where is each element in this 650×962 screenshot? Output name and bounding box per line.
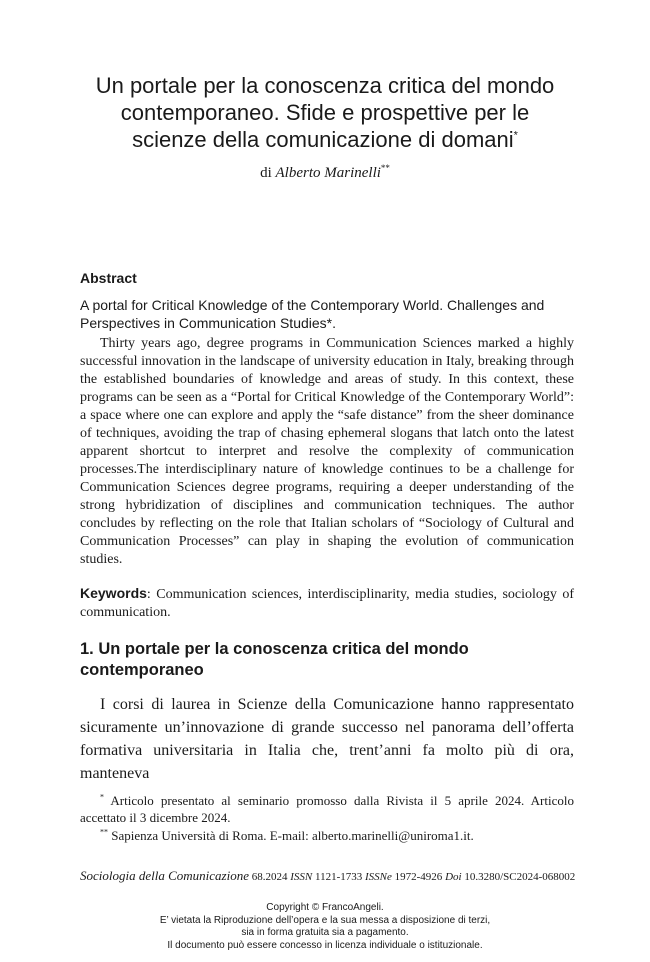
issn-value: 1121-1733 <box>314 871 363 883</box>
copyright-line-2: E’ vietata la Riproduzione dell’opera e la sua messa a disposizione di terzi, <box>159 914 491 926</box>
journal-name: Sociologia della Comunicazione <box>80 868 249 883</box>
keywords <box>80 584 574 622</box>
doi-label: Doi <box>445 871 462 883</box>
footnote-2-mark: ** <box>100 827 108 837</box>
abstract-heading: Abstract <box>80 270 137 286</box>
title-line-3 <box>60 126 590 153</box>
copyright-notice <box>0 902 650 952</box>
copyright-line-1: Copyright © FrancoAngeli. <box>266 902 384 913</box>
footnote-1 <box>80 792 574 826</box>
issn-label: ISSN <box>290 871 313 883</box>
footnote-2 <box>80 827 574 844</box>
author-name: Alberto Marinelli <box>275 165 381 181</box>
byline-prefix: di <box>260 165 272 181</box>
keywords-label: Keywords <box>80 585 147 601</box>
abstract-subtitle: A portal for Critical Knowledge of the Contemporary World. Challenges and Perspectives in Communication Studies*. <box>80 297 545 331</box>
journal-line <box>80 868 575 884</box>
title-footnote-mark: * <box>513 129 518 142</box>
title-line-3-text: scienze della comunicazione di domani <box>132 127 514 152</box>
footnote-2-text: Sapienza Università di Roma. E-mail: alberto.marinelli@uniroma1.it. <box>111 828 474 843</box>
issne-value: 1972-4926 <box>394 871 443 883</box>
copyright-line-3: sia in forma gratuita sia a pagamento. <box>241 927 409 938</box>
author-footnote-mark: ** <box>380 163 390 173</box>
paper-title <box>60 72 590 153</box>
copyright-line-4: Il documento può essere concesso in licenza individuale o istituzionale. <box>167 939 483 951</box>
byline <box>0 165 650 182</box>
keywords-text: : Communication sciences, interdisciplinarity, media studies, sociology of communication. <box>80 587 574 620</box>
title-line-2: contemporaneo. Sfide e prospettive per le <box>120 100 530 125</box>
footnote-1-text: Articolo presentato al seminario promosso dalla Rivista il 5 aprile 2024. Articolo accettato il 3 dicembre 2024. <box>80 793 574 825</box>
title-line-1: Un portale per la conoscenza critica del mondo <box>95 73 555 98</box>
section-body: I corsi di laurea in Scienze della Comunicazione hanno rappresentato sicuramente un’innovazione di grande successo nel panorama dell’offerta formativa universitaria in Italia che, trent’anni fa molto più di ora, manteneva <box>80 696 574 782</box>
doi-value: 10.3280/SC2024-068002 <box>464 871 576 883</box>
footnote-1-mark: * <box>100 792 104 802</box>
abstract-body: Thirty years ago, degree programs in Communication Sciences marked a highly successful innovation in the landscape of university education in Italy, breaking through the established boundaries of knowledge and areas of study. In this context, these programs can be seen as a “Portal for Critical Knowledge of the Contemporary World”: a space where one can explore and apply the “safe distance” from the sheer dominance of techniques, avoiding the trap of chasing ephemeral slogans that latch onto the latest apparent shortcut to interpret and resolve the complexity of communication processes.The interdisciplinary nature of knowledge continues to be a challenge for Communication Sciences degree programs, requiring a deeper understanding of the strong hybridization of disciplines and communication techniques. The author concludes by reflecting on the role that Italian scholars of “Sociology of Cultural and Communication Processes” can play in shaping the evolution of communication studies. <box>80 336 574 567</box>
issne-label: ISSNe <box>365 871 392 883</box>
journal-issue: 68.2024 <box>251 871 288 883</box>
section-heading: 1. Un portale per la conoscenza critica del mondo contemporaneo <box>80 640 469 679</box>
